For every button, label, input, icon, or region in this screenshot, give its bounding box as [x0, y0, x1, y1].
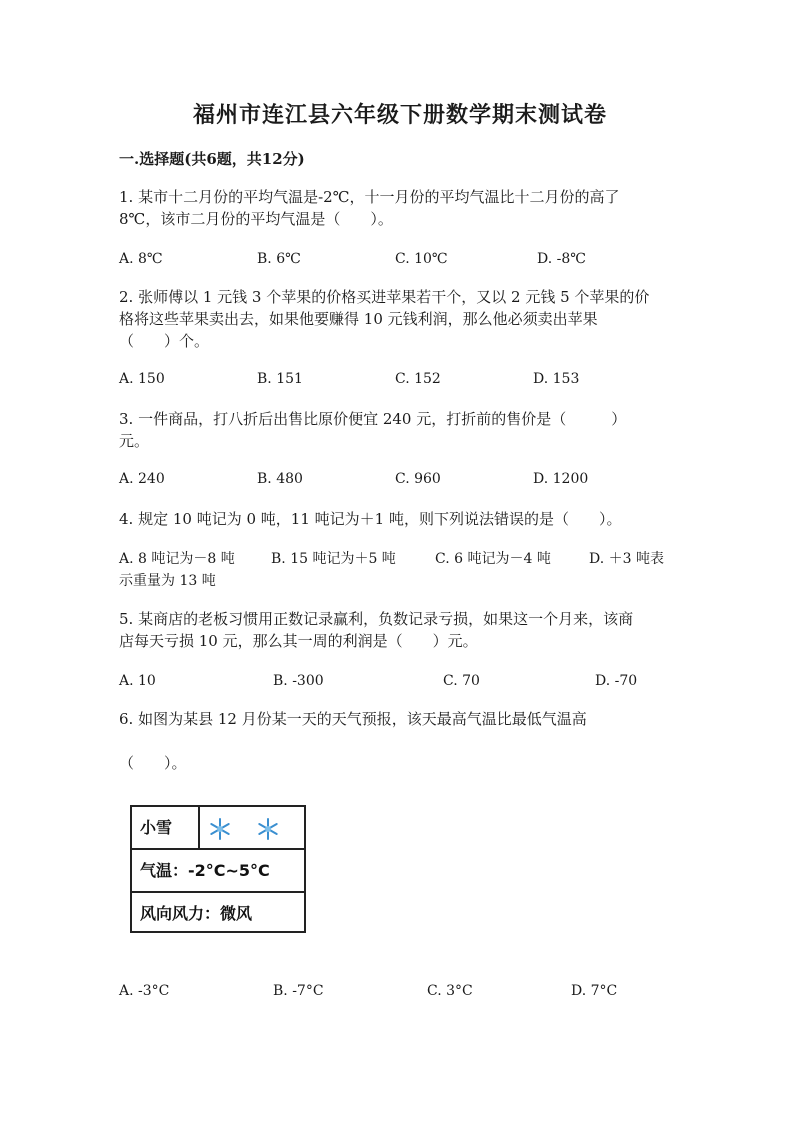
option-a[interactable]: A. -3°C [119, 983, 170, 999]
question-5 [119, 608, 679, 652]
weather-condition: 小雪 [140, 818, 173, 837]
option-d[interactable]: D. 7°C [571, 983, 618, 999]
option-b[interactable]: B. 15 吨记为＋5 吨 [271, 551, 396, 567]
question-text-line: 8℃，该市二月份的平均气温是（ ）。 [119, 210, 393, 228]
option-a[interactable]: A. 8 吨记为－8 吨 [119, 551, 235, 567]
question-1 [119, 186, 679, 230]
snowflake-icon [256, 817, 280, 841]
option-d[interactable]: D. 1200 [533, 471, 589, 487]
question-text-line: 1. 某市十二月份的平均气温是-2℃，十一月份的平均气温比十二月份的高了 [119, 188, 620, 206]
weather-wind-row [132, 893, 304, 934]
option-c[interactable]: C. 3°C [427, 983, 473, 999]
option-d[interactable]: D. ＋3 吨表 [589, 551, 664, 567]
question-4-options [119, 548, 679, 592]
divider [198, 807, 200, 848]
option-c[interactable]: C. 6 吨记为－4 吨 [435, 551, 551, 567]
question-text-line: 4. 规定 10 吨记为 0 吨，11 吨记为＋1 吨，则下列说法错误的是（ ）。 [119, 510, 622, 528]
question-text-line: 店每天亏损 10 元，那么其一周的利润是（ ）元。 [119, 632, 478, 650]
question-6 [119, 708, 679, 774]
question-2 [119, 286, 679, 352]
page-title: 福州市连江县六年级下册数学期末测试卷 [192, 102, 607, 128]
question-text-line: 2. 张师傅以 1 元钱 3 个苹果的价格买进苹果若干个，又以 2 元钱 5 个苹果的价 [119, 288, 650, 306]
question-text-line: 3. 一件商品，打八折后出售比原价便宜 240 元，打折前的售价是（ ） [119, 410, 627, 428]
weather-wind: 风向风力：微风 [140, 904, 253, 923]
option-c[interactable]: C. 70 [443, 673, 480, 689]
weather-temperature-row [132, 850, 304, 893]
option-c[interactable]: C. 10℃ [395, 251, 448, 267]
option-a[interactable]: A. 10 [119, 673, 156, 689]
section-heading: 一.选择题(共6题，共12分) [119, 150, 305, 168]
option-d[interactable]: D. -70 [595, 673, 638, 689]
question-text-line: （ ）个。 [119, 332, 210, 350]
question-3-options [119, 468, 679, 490]
question-text-line: 6. 如图为某县 12 月份某一天的天气预报，该天最高气温比最低气温高 [119, 710, 587, 728]
option-d-continued: 示重量为 13 吨 [119, 573, 216, 589]
option-a[interactable]: A. 8℃ [119, 251, 163, 267]
weather-condition-row [132, 807, 304, 850]
question-text-line: 5. 某商店的老板习惯用正数记录赢利，负数记录亏损，如果这一个月来，该商 [119, 610, 634, 628]
question-3 [119, 408, 679, 452]
question-4 [119, 508, 679, 530]
option-c[interactable]: C. 960 [395, 471, 441, 487]
question-5-options [119, 670, 679, 692]
option-b[interactable]: B. -7°C [273, 983, 324, 999]
option-d[interactable]: D. 153 [533, 371, 580, 387]
option-a[interactable]: A. 150 [119, 371, 165, 387]
option-c[interactable]: C. 152 [395, 371, 441, 387]
question-text-line: 格将这些苹果卖出去，如果他要赚得 10 元钱利润，那么他必须卖出苹果 [119, 310, 598, 328]
option-a[interactable]: A. 240 [119, 471, 165, 487]
weather-temperature: 气温：-2°C~5°C [140, 861, 270, 880]
snowflake-icon [208, 817, 232, 841]
question-text-line: 元。 [119, 432, 150, 450]
option-d[interactable]: D. -8℃ [537, 251, 586, 267]
option-b[interactable]: B. 480 [257, 471, 303, 487]
question-2-options [119, 368, 679, 390]
option-b[interactable]: B. -300 [273, 673, 324, 689]
question-6-options [119, 980, 679, 1002]
option-b[interactable]: B. 6℃ [257, 251, 301, 267]
question-text-line: （ ）。 [119, 754, 187, 772]
weather-forecast-box [130, 805, 306, 933]
question-1-options [119, 248, 679, 270]
option-b[interactable]: B. 151 [257, 371, 303, 387]
